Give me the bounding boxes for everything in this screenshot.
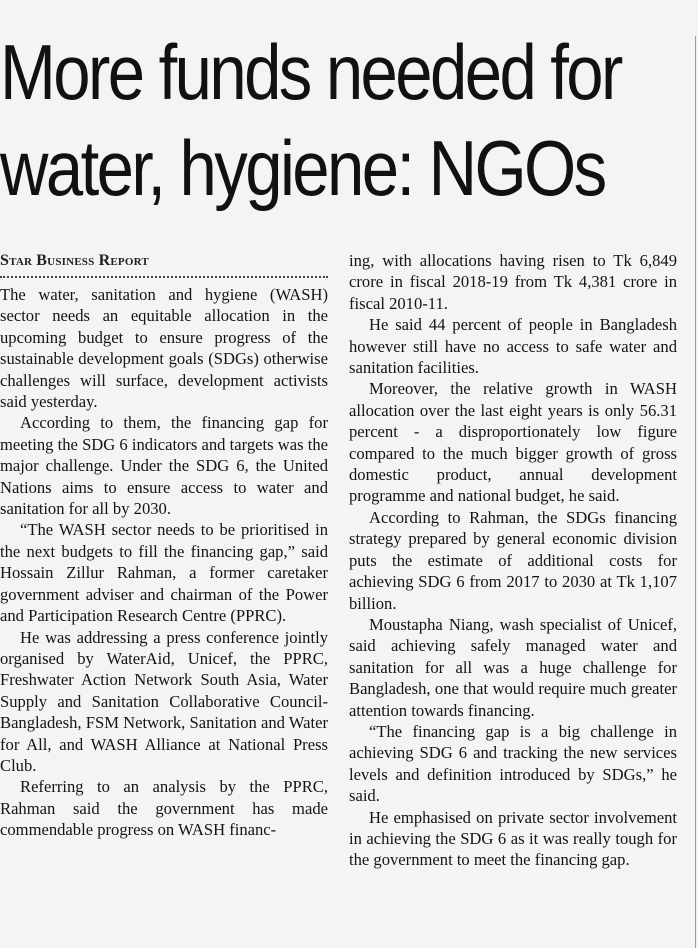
paragraph: According to Rahman, the SDGs financing strategy prepared by general economic division puts the estimate of additional costs for achieving SDG 6 from 2017 to 2030 at Tk 1,107 billion. [349,507,677,613]
paragraph: ing, with allocations having risen to Tk 6,849 crore in fiscal 2018-19 from Tk 4,381 crore in fiscal 2010-11. [349,251,677,313]
column-rule [695,36,696,948]
headline-line-2: water, hygiene: NGOs [0,124,605,212]
paragraph: Referring to an analysis by the PPRC, Rahman said the government has made commendable progress on WASH financ- [0,777,328,840]
article-column-right [349,250,677,871]
paragraph: The water, sanitation and hygiene (WASH) sector needs an equitable allocation in the upcoming budget to ensure progress of the sustainable development goals (SDGs) otherwise challenges will surface, development activists said yesterday. [0,285,328,412]
paragraph: He was addressing a press conference jointly organised by WaterAid, Unicef, the PPRC, Freshwater Action Network South Asia, Water Supply and Sanitation Collaborative Council-Bangladesh, FSM Network, Sanitation and Water for All, and WASH Alliance at National Press Club. [0,627,328,775]
headline [0,24,621,216]
article-column-left [0,250,328,841]
paragraph: He emphasised on private sector involvement in achieving the SDG 6 as it was really tough for the government to meet the financing gap. [349,807,677,870]
paragraph: “The WASH sector needs to be prioritised in the next budgets to fill the financing gap,” said Hossain Zillur Rahman, a former caretaker government adviser and chairman of the Power and Participation Research Centre (PPRC). [0,520,328,626]
paragraph: Moustapha Niang, wash specialist of Unicef, said achieving safely managed water and sanitation for all was a huge challenge for Bangladesh, one that would require much greater attention towards financing. [349,614,677,720]
paragraph: Moreover, the relative growth in WASH allocation over the last eight years is only 56.31 percent - a disproportionately low figure compared to the much bigger growth of gross domestic product, annual development programme and national budget, he said. [349,379,677,506]
paragraph: According to them, the financing gap for meeting the SDG 6 indicators and targets was the major challenge. Under the SDG 6, the United Nations aims to ensure access to water and sanitation for all by 2030. [0,413,328,519]
paragraph: He said 44 percent of people in Bangladesh however still have no access to safe water and sanitation facilities. [349,315,677,378]
headline-line-1: More funds needed for [0,28,621,116]
paragraph: “The financing gap is a big challenge in achieving SDG 6 and tracking the new services levels and definition introduced by SDGs,” he said. [349,721,677,806]
byline: Star Business Report [0,252,149,269]
byline-divider [0,276,328,278]
